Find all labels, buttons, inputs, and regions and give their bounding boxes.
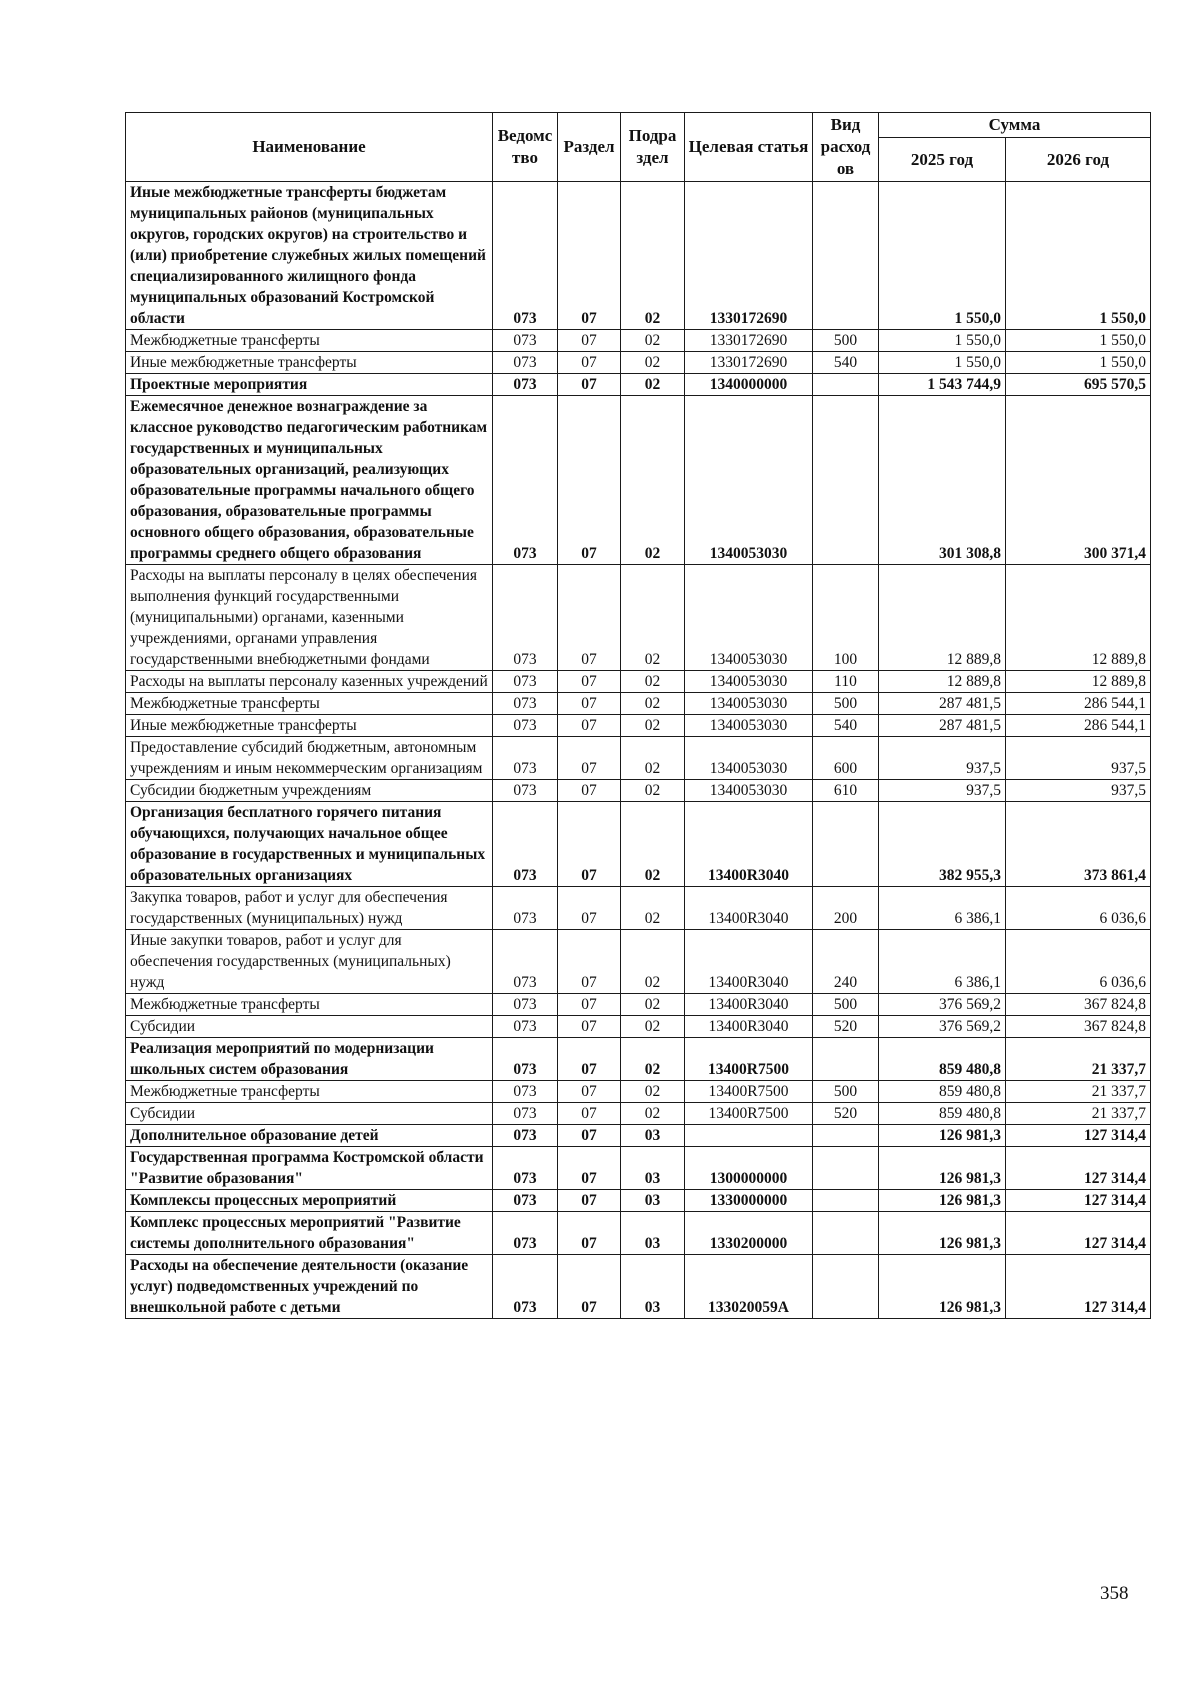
cell-expense-type: 500	[813, 330, 879, 352]
table-row	[126, 1190, 1151, 1212]
budget-table	[125, 112, 1151, 1319]
cell-target: 1340053030	[685, 396, 813, 565]
cell-section: 07	[558, 802, 621, 887]
cell-sum-2025: 1 550,0	[879, 352, 1006, 374]
cell-sum-2025: 1 550,0	[879, 330, 1006, 352]
cell-target: 13400R3040	[685, 930, 813, 994]
cell-name: Иные межбюджетные трансферты	[126, 352, 493, 374]
cell-name: Субсидии	[126, 1016, 493, 1038]
cell-name: Закупка товаров, работ и услуг для обеспечения государственных (муниципальных) нужд	[126, 887, 493, 930]
header-year-2025: 2025 год	[879, 138, 1006, 182]
cell-sum-2025: 12 889,8	[879, 565, 1006, 671]
header-name: Наименование	[126, 113, 493, 182]
cell-subsection: 03	[621, 1147, 685, 1190]
cell-sum-2026: 21 337,7	[1006, 1038, 1151, 1081]
cell-department: 073	[493, 565, 558, 671]
cell-section: 07	[558, 1125, 621, 1147]
table-row	[126, 1103, 1151, 1125]
cell-sum-2025: 6 386,1	[879, 930, 1006, 994]
cell-department: 073	[493, 930, 558, 994]
table-row	[126, 1255, 1151, 1319]
cell-sum-2026: 12 889,8	[1006, 671, 1151, 693]
table-row	[126, 565, 1151, 671]
cell-sum-2025: 126 981,3	[879, 1147, 1006, 1190]
cell-expense-type	[813, 1255, 879, 1319]
header-subsection: Подра здел	[621, 113, 685, 182]
cell-department: 073	[493, 1103, 558, 1125]
cell-name: Проектные мероприятия	[126, 374, 493, 396]
cell-section: 07	[558, 182, 621, 330]
cell-department: 073	[493, 396, 558, 565]
cell-subsection: 03	[621, 1190, 685, 1212]
cell-name: Комплекс процессных мероприятий "Развитие системы дополнительного образования"	[126, 1212, 493, 1255]
cell-subsection: 02	[621, 374, 685, 396]
cell-department: 073	[493, 737, 558, 780]
cell-target: 13400R7500	[685, 1038, 813, 1081]
cell-section: 07	[558, 1016, 621, 1038]
cell-sum-2025: 859 480,8	[879, 1103, 1006, 1125]
cell-subsection: 02	[621, 1103, 685, 1125]
cell-sum-2025: 6 386,1	[879, 887, 1006, 930]
cell-name: Иные межбюджетные трансферты бюджетам муниципальных районов (муниципальных округов, городских округов) на строительство и (или) приобретение служебных жилых помещений специализированного жилищного фонда муниципальных образований Костромской области	[126, 182, 493, 330]
cell-subsection: 02	[621, 693, 685, 715]
table-row	[126, 671, 1151, 693]
table-row	[126, 802, 1151, 887]
cell-section: 07	[558, 930, 621, 994]
cell-target: 1330172690	[685, 352, 813, 374]
cell-sum-2025: 287 481,5	[879, 693, 1006, 715]
header-year-2026: 2026 год	[1006, 138, 1151, 182]
cell-name: Расходы на выплаты персоналу казенных учреждений	[126, 671, 493, 693]
header-target: Целевая статья	[685, 113, 813, 182]
cell-sum-2025: 126 981,3	[879, 1255, 1006, 1319]
cell-department: 073	[493, 671, 558, 693]
header-row	[126, 113, 1151, 138]
cell-expense-type: 610	[813, 780, 879, 802]
header-department: Ведомс тво	[493, 113, 558, 182]
cell-sum-2025: 12 889,8	[879, 671, 1006, 693]
cell-name: Расходы на обеспечение деятельности (оказание услуг) подведомственных учреждений по внешкольной работе с детьми	[126, 1255, 493, 1319]
cell-target: 1330172690	[685, 182, 813, 330]
cell-target	[685, 1125, 813, 1147]
cell-name: Дополнительное образование детей	[126, 1125, 493, 1147]
table-row	[126, 994, 1151, 1016]
cell-expense-type: 100	[813, 565, 879, 671]
cell-target: 1300000000	[685, 1147, 813, 1190]
cell-expense-type: 200	[813, 887, 879, 930]
cell-department: 073	[493, 1038, 558, 1081]
cell-subsection: 02	[621, 182, 685, 330]
cell-sum-2026: 127 314,4	[1006, 1125, 1151, 1147]
cell-sum-2025: 937,5	[879, 737, 1006, 780]
cell-department: 073	[493, 330, 558, 352]
cell-name: Предоставление субсидий бюджетным, автономным учреждениям и иным некоммерческим организациям	[126, 737, 493, 780]
cell-sum-2025: 1 550,0	[879, 182, 1006, 330]
cell-target: 1330000000	[685, 1190, 813, 1212]
cell-sum-2026: 1 550,0	[1006, 182, 1151, 330]
cell-sum-2026: 937,5	[1006, 780, 1151, 802]
cell-expense-type	[813, 1125, 879, 1147]
table-row	[126, 780, 1151, 802]
cell-sum-2025: 859 480,8	[879, 1038, 1006, 1081]
cell-subsection: 02	[621, 1038, 685, 1081]
cell-expense-type	[813, 1147, 879, 1190]
cell-section: 07	[558, 887, 621, 930]
cell-sum-2026: 21 337,7	[1006, 1103, 1151, 1125]
cell-target: 1340053030	[685, 780, 813, 802]
cell-section: 07	[558, 780, 621, 802]
cell-expense-type	[813, 374, 879, 396]
cell-sum-2025: 126 981,3	[879, 1212, 1006, 1255]
cell-subsection: 02	[621, 1016, 685, 1038]
table-row	[126, 1016, 1151, 1038]
cell-department: 073	[493, 994, 558, 1016]
cell-sum-2026: 286 544,1	[1006, 693, 1151, 715]
table-row	[126, 330, 1151, 352]
cell-department: 073	[493, 352, 558, 374]
cell-name: Межбюджетные трансферты	[126, 330, 493, 352]
cell-name: Иные закупки товаров, работ и услуг для обеспечения государственных (муниципальных) нужд	[126, 930, 493, 994]
cell-sum-2026: 367 824,8	[1006, 1016, 1151, 1038]
cell-expense-type: 110	[813, 671, 879, 693]
cell-expense-type: 540	[813, 715, 879, 737]
cell-sum-2026: 6 036,6	[1006, 887, 1151, 930]
cell-sum-2026: 1 550,0	[1006, 352, 1151, 374]
page-number: 358	[1100, 1583, 1129, 1604]
cell-expense-type: 520	[813, 1016, 879, 1038]
cell-department: 073	[493, 802, 558, 887]
cell-name: Субсидии бюджетным учреждениям	[126, 780, 493, 802]
cell-section: 07	[558, 1212, 621, 1255]
cell-section: 07	[558, 1190, 621, 1212]
cell-section: 07	[558, 565, 621, 671]
header-sum: Сумма	[879, 113, 1151, 138]
cell-sum-2026: 937,5	[1006, 737, 1151, 780]
cell-sum-2025: 937,5	[879, 780, 1006, 802]
cell-subsection: 02	[621, 1081, 685, 1103]
table-row	[126, 352, 1151, 374]
cell-subsection: 02	[621, 330, 685, 352]
cell-section: 07	[558, 1038, 621, 1081]
cell-section: 07	[558, 396, 621, 565]
table-row	[126, 182, 1151, 330]
cell-department: 073	[493, 715, 558, 737]
cell-subsection: 02	[621, 396, 685, 565]
cell-name: Иные межбюджетные трансферты	[126, 715, 493, 737]
cell-sum-2026: 127 314,4	[1006, 1212, 1151, 1255]
cell-sum-2026: 695 570,5	[1006, 374, 1151, 396]
cell-department: 073	[493, 1190, 558, 1212]
cell-sum-2026: 286 544,1	[1006, 715, 1151, 737]
cell-name: Организация бесплатного горячего питания обучающихся, получающих начальное общее образование в государственных и муниципальных образовательных организациях	[126, 802, 493, 887]
cell-name: Реализация мероприятий по модернизации школьных систем образования	[126, 1038, 493, 1081]
cell-subsection: 02	[621, 737, 685, 780]
cell-target: 1340053030	[685, 671, 813, 693]
cell-name: Межбюджетные трансферты	[126, 693, 493, 715]
cell-department: 073	[493, 1081, 558, 1103]
header-section: Раздел	[558, 113, 621, 182]
cell-target: 13400R7500	[685, 1081, 813, 1103]
cell-target: 133020059А	[685, 1255, 813, 1319]
cell-target: 13400R7500	[685, 1103, 813, 1125]
cell-target: 1340053030	[685, 565, 813, 671]
cell-subsection: 03	[621, 1125, 685, 1147]
cell-department: 073	[493, 1255, 558, 1319]
cell-section: 07	[558, 1147, 621, 1190]
cell-name: Межбюджетные трансферты	[126, 1081, 493, 1103]
cell-expense-type	[813, 396, 879, 565]
cell-section: 07	[558, 1103, 621, 1125]
table-row	[126, 715, 1151, 737]
cell-expense-type	[813, 182, 879, 330]
cell-target: 13400R3040	[685, 994, 813, 1016]
header-expense-type: Вид расход ов	[813, 113, 879, 182]
cell-name: Субсидии	[126, 1103, 493, 1125]
cell-target: 13400R3040	[685, 802, 813, 887]
cell-section: 07	[558, 994, 621, 1016]
cell-section: 07	[558, 1255, 621, 1319]
cell-subsection: 02	[621, 802, 685, 887]
cell-expense-type: 520	[813, 1103, 879, 1125]
cell-department: 073	[493, 182, 558, 330]
cell-target: 13400R3040	[685, 1016, 813, 1038]
cell-expense-type	[813, 1212, 879, 1255]
cell-department: 073	[493, 693, 558, 715]
table-row	[126, 396, 1151, 565]
table-row	[126, 1081, 1151, 1103]
cell-subsection: 03	[621, 1255, 685, 1319]
cell-target: 13400R3040	[685, 887, 813, 930]
table-row	[126, 887, 1151, 930]
cell-expense-type: 500	[813, 693, 879, 715]
cell-sum-2026: 127 314,4	[1006, 1190, 1151, 1212]
cell-expense-type	[813, 802, 879, 887]
cell-department: 073	[493, 780, 558, 802]
table-row	[126, 1212, 1151, 1255]
cell-department: 073	[493, 1212, 558, 1255]
cell-section: 07	[558, 693, 621, 715]
cell-section: 07	[558, 352, 621, 374]
cell-expense-type: 540	[813, 352, 879, 374]
cell-sum-2025: 287 481,5	[879, 715, 1006, 737]
cell-section: 07	[558, 1081, 621, 1103]
table-row	[126, 737, 1151, 780]
cell-subsection: 02	[621, 715, 685, 737]
cell-sum-2026: 300 371,4	[1006, 396, 1151, 565]
cell-target: 1340053030	[685, 693, 813, 715]
cell-expense-type: 500	[813, 1081, 879, 1103]
cell-expense-type: 500	[813, 994, 879, 1016]
cell-section: 07	[558, 330, 621, 352]
cell-target: 1330200000	[685, 1212, 813, 1255]
cell-sum-2026: 1 550,0	[1006, 330, 1151, 352]
cell-target: 1340000000	[685, 374, 813, 396]
cell-section: 07	[558, 671, 621, 693]
cell-subsection: 02	[621, 930, 685, 994]
cell-sum-2025: 376 569,2	[879, 1016, 1006, 1038]
cell-subsection: 02	[621, 994, 685, 1016]
cell-sum-2026: 12 889,8	[1006, 565, 1151, 671]
table-row	[126, 1147, 1151, 1190]
cell-name: Государственная программа Костромской области "Развитие образования"	[126, 1147, 493, 1190]
cell-sum-2026: 21 337,7	[1006, 1081, 1151, 1103]
cell-sum-2026: 6 036,6	[1006, 930, 1151, 994]
cell-sum-2026: 373 861,4	[1006, 802, 1151, 887]
table-row	[126, 930, 1151, 994]
cell-subsection: 03	[621, 1212, 685, 1255]
cell-department: 073	[493, 887, 558, 930]
cell-target: 1340053030	[685, 715, 813, 737]
cell-section: 07	[558, 715, 621, 737]
cell-subsection: 02	[621, 352, 685, 374]
cell-section: 07	[558, 374, 621, 396]
cell-department: 073	[493, 374, 558, 396]
cell-sum-2025: 126 981,3	[879, 1125, 1006, 1147]
cell-department: 073	[493, 1125, 558, 1147]
cell-subsection: 02	[621, 780, 685, 802]
cell-target: 1330172690	[685, 330, 813, 352]
cell-sum-2025: 376 569,2	[879, 994, 1006, 1016]
cell-subsection: 02	[621, 565, 685, 671]
table-row	[126, 1038, 1151, 1081]
cell-name: Ежемесячное денежное вознаграждение за классное руководство педагогическим работникам государственных и муниципальных образовательных организаций, реализующих образовательные программы начального общего образования, образовательные программы основного общего образования, образовательные программы среднего общего образования	[126, 396, 493, 565]
table-row	[126, 374, 1151, 396]
cell-sum-2025: 859 480,8	[879, 1081, 1006, 1103]
cell-expense-type	[813, 1190, 879, 1212]
cell-subsection: 02	[621, 671, 685, 693]
cell-name: Межбюджетные трансферты	[126, 994, 493, 1016]
cell-sum-2025: 126 981,3	[879, 1190, 1006, 1212]
cell-sum-2026: 127 314,4	[1006, 1147, 1151, 1190]
cell-section: 07	[558, 737, 621, 780]
cell-sum-2025: 1 543 744,9	[879, 374, 1006, 396]
cell-sum-2025: 301 308,8	[879, 396, 1006, 565]
table-row	[126, 693, 1151, 715]
cell-department: 073	[493, 1147, 558, 1190]
cell-subsection: 02	[621, 887, 685, 930]
cell-expense-type	[813, 1038, 879, 1081]
table-row	[126, 1125, 1151, 1147]
cell-name: Комплексы процессных мероприятий	[126, 1190, 493, 1212]
cell-sum-2026: 367 824,8	[1006, 994, 1151, 1016]
cell-expense-type: 240	[813, 930, 879, 994]
cell-sum-2025: 382 955,3	[879, 802, 1006, 887]
cell-name: Расходы на выплаты персоналу в целях обеспечения выполнения функций государственными (муниципальными) органами, казенными учреждениями, органами управления государственными внебюджетными фондами	[126, 565, 493, 671]
table-body	[126, 182, 1151, 1319]
cell-sum-2026: 127 314,4	[1006, 1255, 1151, 1319]
cell-target: 1340053030	[685, 737, 813, 780]
cell-expense-type: 600	[813, 737, 879, 780]
cell-department: 073	[493, 1016, 558, 1038]
